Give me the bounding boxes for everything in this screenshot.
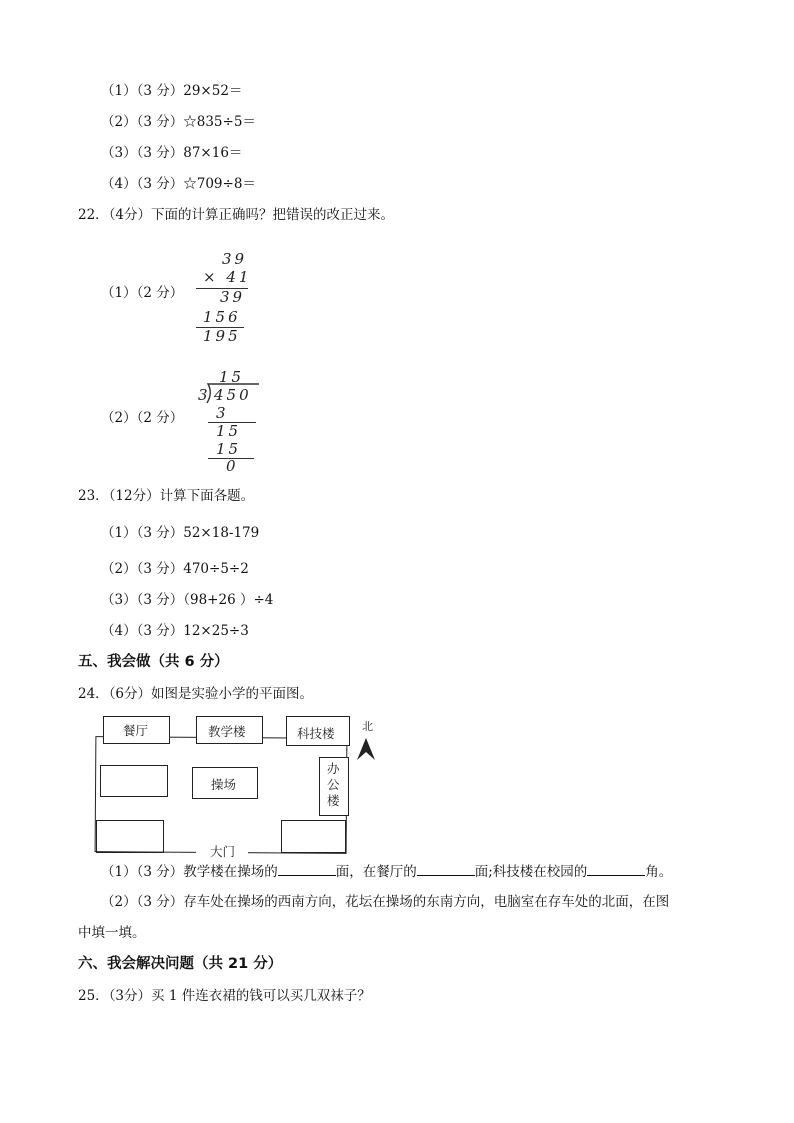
item-expression: 29×52＝ <box>183 83 243 99</box>
sub-text: 存车处在操场的西南方向，花坛在操场的东南方向，电脑室在存车处的北面，在图 <box>183 894 670 910</box>
question-number: 24． <box>78 686 109 702</box>
q21-item-2 <box>101 113 256 131</box>
item-score: （3 分） <box>136 623 184 639</box>
division-quotient: 15 <box>219 368 245 386</box>
map-plot-southwest <box>96 820 164 853</box>
map-plot-west-middle <box>100 765 168 797</box>
item-expression: （98+26 ）÷4 <box>183 592 274 608</box>
sub-score: （2 分） <box>136 285 184 301</box>
question-score: （6分） <box>108 686 152 702</box>
partial-product-1: 39 <box>220 288 246 306</box>
item-number: （1） <box>101 83 137 99</box>
question-number: 23． <box>78 488 109 504</box>
item-number: （3） <box>101 592 137 608</box>
map-plot-southeast <box>281 820 346 853</box>
answer-blank-3[interactable] <box>587 862 645 876</box>
item-score: （3 分） <box>136 145 184 161</box>
answer-blank-1[interactable] <box>278 862 336 876</box>
q24-header <box>78 685 313 703</box>
question-score: （3分） <box>108 988 152 1004</box>
q21-item-1 <box>101 82 242 100</box>
sub-score: （3 分） <box>136 864 184 880</box>
sub-score: （2 分） <box>136 410 184 426</box>
q22-sub2-label <box>101 409 183 427</box>
item-expression: 12×25÷3 <box>183 623 249 639</box>
q23-header <box>78 487 254 505</box>
question-number: 25． <box>78 988 109 1004</box>
map-label-north: 北 <box>362 720 373 733</box>
item-expression: 470÷5÷2 <box>183 561 249 577</box>
question-text: 如图是实验小学的平面图。 <box>151 686 314 702</box>
sub-text: 角。 <box>645 864 673 880</box>
division-step-2: 15 <box>216 440 242 458</box>
north-arrow-icon <box>354 736 378 762</box>
map-label-playground: 操场 <box>211 777 237 792</box>
question-score: （4分） <box>108 207 152 223</box>
item-score: （3 分） <box>136 592 184 608</box>
item-number: （4） <box>101 623 137 639</box>
map-label-gate: 大门 <box>210 844 236 859</box>
q22-sub1-label <box>101 284 183 302</box>
question-text: 下面的计算正确吗？把错误的改正过来。 <box>151 207 395 223</box>
product-result: 195 <box>203 327 241 345</box>
answer-blank-2[interactable] <box>417 862 475 876</box>
question-text: 计算下面各题。 <box>159 488 255 504</box>
q23-item-2 <box>101 560 249 578</box>
factor-b: × 41 <box>203 268 252 286</box>
item-number: （2） <box>101 114 137 130</box>
item-score: （3 分） <box>136 83 184 99</box>
question-number: 22． <box>78 207 109 223</box>
q21-item-3 <box>101 144 242 162</box>
q23-item-1 <box>101 524 259 542</box>
map-label-science: 科技楼 <box>297 726 335 741</box>
section-5-title: 五、我会做（共 6 分） <box>78 654 229 670</box>
item-expression: ☆709÷8＝ <box>183 176 256 192</box>
item-score: （3 分） <box>136 561 184 577</box>
sub-text: 面;科技楼在校园的 <box>474 864 588 880</box>
item-expression: 52×18-179 <box>183 525 260 541</box>
q25-header <box>78 987 371 1005</box>
item-score: （3 分） <box>136 525 184 541</box>
item-number: （4） <box>101 176 137 192</box>
q24-sub2-cont: 中填一填。 <box>78 925 146 941</box>
sub-score: （3 分） <box>136 894 184 910</box>
division-remainder-1: 15 <box>216 422 242 440</box>
q24-sub1 <box>101 862 672 881</box>
sub-number: （2） <box>101 894 137 910</box>
question-score: （12分） <box>108 488 160 504</box>
q22-header <box>78 206 394 224</box>
item-number: （1） <box>101 525 137 541</box>
q23-item-3 <box>101 591 273 609</box>
map-label-canteen: 餐厅 <box>123 723 149 738</box>
division-divisor: 3 <box>198 386 211 404</box>
factor-a: 39 <box>222 250 248 268</box>
sub-text: 面，在餐厅的 <box>335 864 417 880</box>
sub-number: （1） <box>101 285 137 301</box>
division-dividend: 450 <box>214 386 252 404</box>
map-label-office: 办公楼 <box>327 761 340 808</box>
division-remainder-2: 0 <box>226 457 239 475</box>
item-number: （3） <box>101 145 137 161</box>
item-score: （3 分） <box>136 114 184 130</box>
sub-text: 教学楼在操场的 <box>183 864 278 880</box>
q24-sub2 <box>101 893 669 911</box>
item-expression: 87×16＝ <box>183 145 243 161</box>
section-6-title: 六、我会解决问题（共 21 分） <box>78 956 283 972</box>
item-number: （2） <box>101 561 137 577</box>
division-step-1: 3 <box>216 404 229 422</box>
q21-item-4 <box>101 175 256 193</box>
sub-number: （2） <box>101 410 137 426</box>
map-label-teaching: 教学楼 <box>208 724 246 739</box>
partial-product-2: 156 <box>203 308 241 326</box>
sub-number: （1） <box>101 864 137 880</box>
item-expression: ☆835÷5＝ <box>183 114 256 130</box>
question-text: 买 1 件连衣裙的钱可以买几双袜子？ <box>151 988 371 1004</box>
item-score: （3 分） <box>136 176 184 192</box>
q23-item-4 <box>101 622 249 640</box>
